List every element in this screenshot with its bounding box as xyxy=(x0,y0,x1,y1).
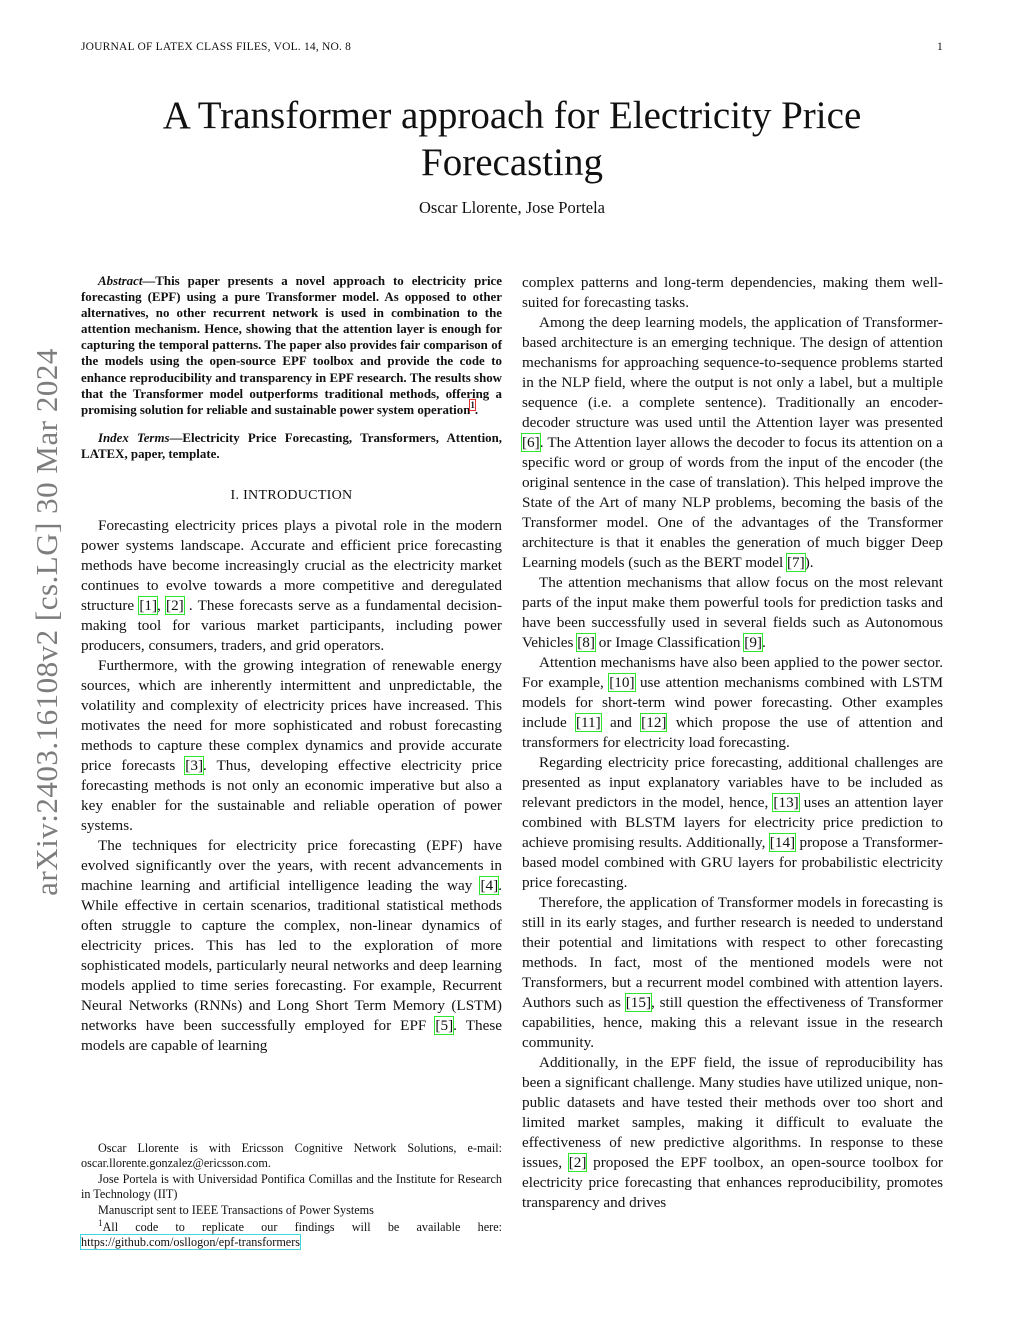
citation-link[interactable]: [11] xyxy=(575,714,601,731)
manuscript-note: Manuscript sent to IEEE Transactions of Power Systems xyxy=(98,1203,374,1217)
running-head xyxy=(81,41,943,57)
paragraph: Attention mechanisms have also been applied to the power sector. For example, [10] use attention mechanisms combined with LSTM models for short-term wind power forecasting. Other examples include [11] and [12] which propose the use of attention and transformers for electricity load forecasting. xyxy=(522,654,944,751)
abstract xyxy=(81,273,502,462)
footnote-1: $^1$All code to replicate our findings will be available here: https://github.com/osllogon/epf-transformers xyxy=(81,1217,502,1249)
paragraph: The techniques for electricity price forecasting (EPF) have evolved significantly over the years, with recent advancements in machine learning and artificial intelligence leading the way [4]. While effective in certain scenarios, traditional statistical methods often struggle to capture the complex, non-linear dynamics of electricity prices. This has led to the exploration of more sophisticated models, particularly neural networks and deep learning models applied to time series forecasting. For example, Recurrent Neural Networks (RNNs) and Long Short Term Memory (LSTM) networks have been successfully employed for EPF [5]. These models are capable of learning xyxy=(81,837,502,1055)
citation-link[interactable]: [10] xyxy=(609,674,635,691)
citation-link[interactable]: [8] xyxy=(577,634,595,651)
abstract-label: Abstract xyxy=(98,274,143,288)
paragraph: Additionally, in the EPF field, the issue of reproducibility has been a significant challenge. Many studies have utilized unique, non-public datasets and have tested their methods over too short and limited market samples, making it difficult to evaluate the effectiveness of new predictive algorithms. In response to these issues, [2] proposed the EPF toolbox, an open-source toolbox for electricity price forecasting that enhances reproducibility, promotes transparency and drives xyxy=(522,1054,943,1211)
footnote-ref-1[interactable]: 1 xyxy=(470,400,475,411)
paragraph: The attention mechanisms that allow focus on the most relevant parts of the input make them powerful tools for prediction tasks and have been successfully used in several fields such as Autonomous Vehicles [8] or Image Classification [9]. xyxy=(522,574,943,651)
citation-link[interactable]: [12] xyxy=(641,714,667,731)
paragraph: Among the deep learning models, the application of Transformer-based architecture is an emerging technique. The design of attention mechanisms for approaching sequence-to-sequence problems started in the NLP field, where the output is not only a label, but a multiple sequence (i.e. a complete sentence). Traditionally an encoder-decoder structure was used until the Attention layer was presented [6]. The Attention layer allows the decoder to focus its attention on a specific word or group of words from the input of the encoder (the original sentence in the case of translation). This helped improve the State of the Art of many NLP problems, becoming the basis of the Transformer model. One of the advantages of the Transformer architecture is that it enables the generation of much bigger Deep Learning models (such as the BERT model [7]). xyxy=(522,314,943,571)
citation-link[interactable]: [14] xyxy=(769,834,796,851)
section-heading-introduction: I. INTRODUCTION xyxy=(230,488,353,504)
arxiv-identifier: arXiv:2403.16108v2 [cs.LG] 30 Mar 2024 xyxy=(29,348,64,896)
citation-link[interactable]: [5] xyxy=(435,1017,454,1035)
right-column xyxy=(522,273,943,1213)
citation-link[interactable]: [15] xyxy=(625,994,652,1011)
citation-link[interactable]: [7] xyxy=(786,554,805,571)
abstract-paragraph: Abstract—This paper presents a novel approach to electricity price forecasting (EPF) using a pure Transformer model. As opposed to other alternatives, no other recurrent network is used in combination to the attention mechanism. Hence, showing that the attention layer is enough for capturing the temporal patterns. The paper also provides fair comparison of the models using the open-source EPF toolbox and provide the code to enhance reproducibility and transparency in EPF research. The results show that the Transformer model outperforms traditional methods, offering a promising solution for reliable and sustainable power system operation$^1$. xyxy=(81,274,502,417)
paragraph: Forecasting electricity prices plays a pivotal role in the modern power systems landscape. Accurate and efficient price forecasting methods have become increasingly crucial as the electricity market continues to evolve towards a more competitive and deregulated structure [1], [2] . These forecasts serve as a fundamental decision-making tool for various market participants, including power producers, consumers, traders, and grid operators. xyxy=(81,517,502,655)
page-number: 1 xyxy=(937,41,943,53)
affiliation-footnote: Jose Portela is with Universidad Pontifica Comillas and the Institute for Research in Technology (IIT) xyxy=(81,1172,502,1201)
index-terms-text: —Electricity Price Forecasting, Transformers, Attention, LATEX, paper, template. xyxy=(81,430,502,461)
arxiv-stamp xyxy=(28,0,66,1325)
citation-link[interactable]: [2] xyxy=(568,1154,587,1171)
citation-link[interactable]: [1] xyxy=(139,597,158,615)
left-column xyxy=(81,273,502,1056)
citation-link[interactable]: [13] xyxy=(773,794,799,811)
citation-link[interactable]: [2] xyxy=(166,597,184,615)
index-terms-label: Index Terms xyxy=(98,430,170,445)
code-repository-link[interactable]: https://github.com/osllogon/epf-transformers xyxy=(81,1235,301,1249)
paragraph: Therefore, the application of Transformer models in forecasting is still in its early stages, and further research is needed to understand their potential and limitations with respect to other forecasting methods. In fact, most of the mentioned models were not Transformers, but a recurrent model combined with attention layers. Authors such as [15], still question the effectiveness of Transformer capabilities, hence, making this a relevant issue in the research community. xyxy=(522,894,943,1051)
abstract-text: —This paper presents a novel approach to electricity price forecasting (EPF) using a pure Transformer model. As opposed to other alternatives, no other recurrent network is used in combination to the attention mechanism. Hence, showing that the attention layer is enough for capturing the temporal patterns. The paper also provides fair comparison of the models using the open-source EPF toolbox and provide the code to enhance reproducibility and transparency in EPF research. The results show that the Transformer model outperforms traditional methods, offering a promising solution for reliable and sustainable power system operation xyxy=(81,274,502,417)
citation-link[interactable]: [9] xyxy=(744,634,762,651)
citation-link[interactable]: [6] xyxy=(522,434,540,451)
author-list: Oscar Llorente, Jose Portela xyxy=(418,198,606,217)
paragraph: Furthermore, with the growing integration of renewable energy sources, which are inherently intermittent and unpredictable, the volatility and complexity of electricity prices have increased. This motivates the need for more sophisticated and robust forecasting methods to capture these complex dynamics and provide accurate price forecasts [3]. Thus, developing effective electricity price forecasting methods is not only an economic imperative but also a key enabler for the sustainable and reliable operation of power systems. xyxy=(81,657,502,835)
citation-link[interactable]: [4] xyxy=(480,877,499,895)
paper-title: A Transformer approach for Electricity Price Forecasting xyxy=(162,94,862,184)
paragraph: complex patterns and long-term dependencies, making them well-suited for forecasting tasks. xyxy=(522,274,943,311)
journal-name: JOURNAL OF LATEX CLASS FILES, VOL. 14, NO. 8 xyxy=(81,41,352,53)
index-terms xyxy=(81,430,502,462)
affiliation-footnote: Oscar Llorente is with Ericsson Cognitive Network Solutions, e-mail: oscar.llorente.gonzalez@ericsson.com. xyxy=(81,1141,502,1170)
citation-link[interactable]: [3] xyxy=(185,757,204,775)
paragraph: Regarding electricity price forecasting, additional challenges are presented as input explanatory variables have to be included as relevant predictors in the model, hence, [13] uses an attention layer combined with BLSTM layers for electricity price prediction to achieve promising results. Additionally, [14] propose a Transformer-based model combined with GRU layers for probabilistic electricity price forecasting. xyxy=(522,754,944,891)
footnotes xyxy=(81,1141,502,1251)
